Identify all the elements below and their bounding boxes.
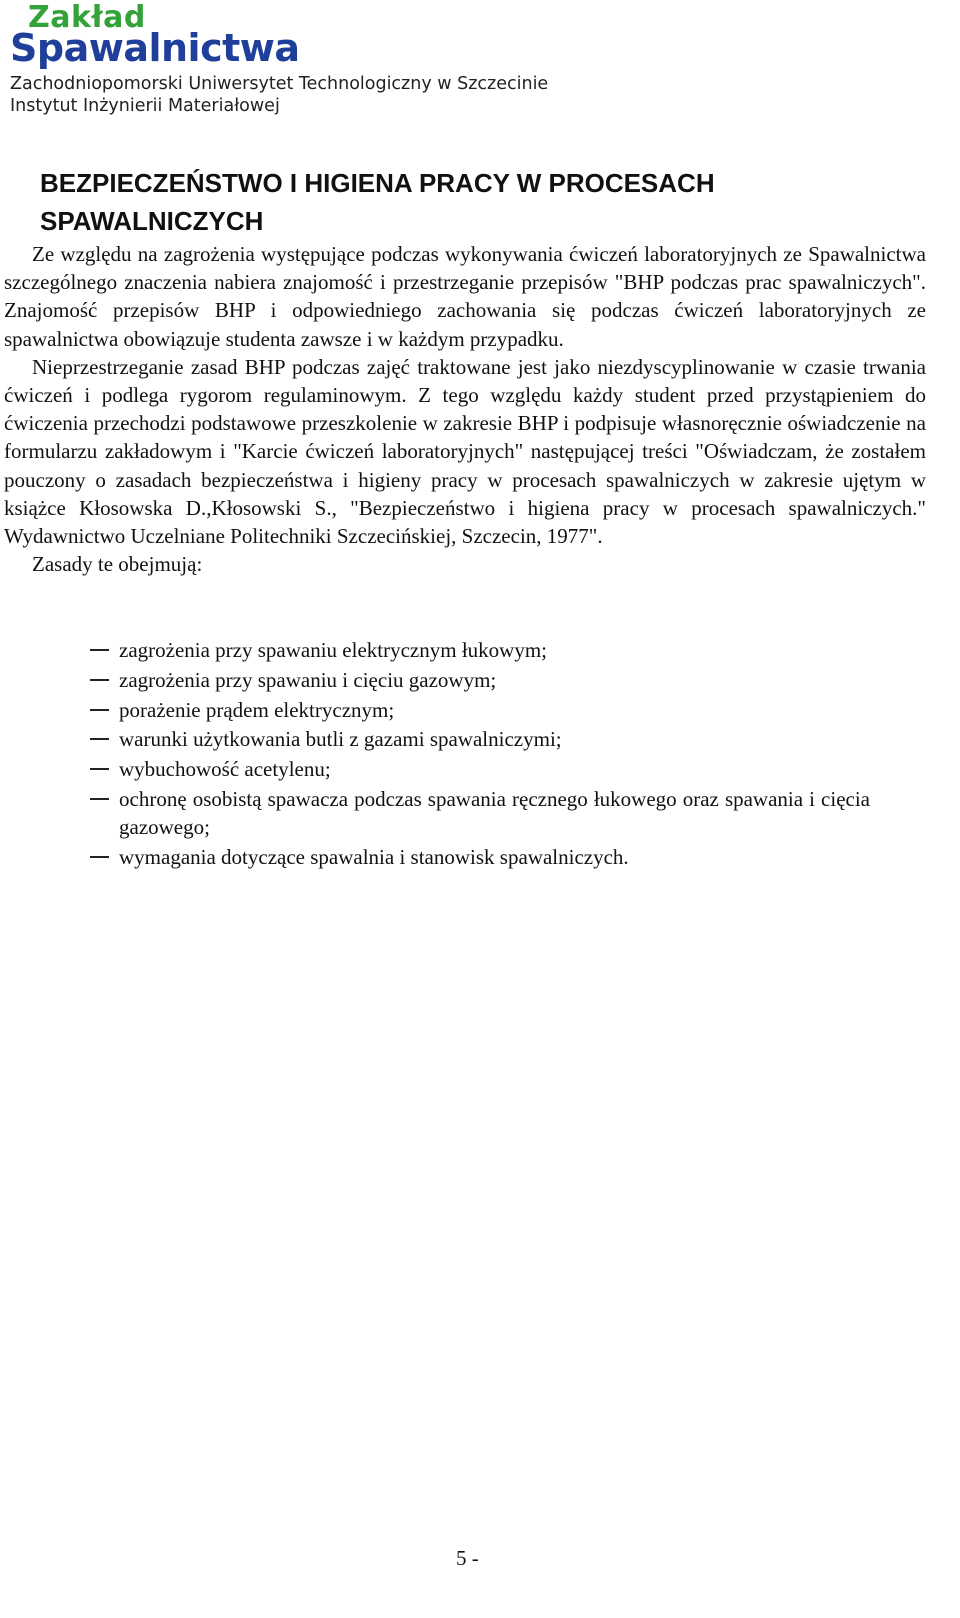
university-name: Zachodniopomorski Uniwersytet Technologiczny w Szczecinie — [10, 74, 549, 94]
dash-bullet-icon — [90, 709, 109, 711]
dash-bullet-icon — [90, 738, 109, 740]
list-item — [90, 843, 870, 872]
dash-bullet-icon — [90, 649, 109, 651]
rules-list — [90, 636, 870, 873]
list-item — [90, 666, 870, 695]
list-item-text: porażenie prądem elektrycznym; — [119, 697, 395, 722]
dash-bullet-icon — [90, 768, 109, 770]
logo-line-1: Zakład — [28, 0, 146, 35]
list-item — [90, 785, 870, 842]
body-text — [4, 240, 926, 578]
dash-bullet-icon — [90, 798, 109, 800]
paragraph: Zasady te obejmują: — [32, 552, 203, 577]
paragraph: Ze względu na zagrożenia występujące podczas wykonywania ćwiczeń laboratoryjnych ze Spawalnictwa szczególnego znaczenia nabiera znajomość i przestrzeganie przepisów "BHP podczas prac spawalniczych". Znajomość przepisów BHP i odpowiedniego zachowania się podczas ćwiczeń laboratoryjnych ze spawalnictwa obowiązuje studenta zawsze i w każdym przypadku. — [4, 242, 926, 351]
list-item — [90, 725, 870, 754]
page-number: 5 - — [456, 1546, 479, 1570]
dash-bullet-icon — [90, 679, 109, 681]
list-item — [90, 636, 870, 665]
list-item-text: zagrożenia przy spawaniu i cięciu gazowym; — [119, 667, 497, 692]
list-item-text: zagrożenia przy spawaniu elektrycznym łukowym; — [119, 638, 548, 662]
institute-name: Instytut Inżynierii Materiałowej — [10, 96, 280, 116]
department-logo — [10, 0, 300, 70]
logo-line-2: Spawalnictwa — [10, 26, 300, 70]
list-item — [90, 696, 870, 725]
paragraph: Nieprzestrzeganie zasad BHP podczas zajęć traktowane jest jako niezdyscyplinowanie w czasie trwania ćwiczeń i podlega rygorom regulaminowym. Z tego względu każdy student przed przystąpieniem do ćwiczenia przechodzi podstawowe przeszkolenie w zakresie BHP i podpisuje własnoręcznie oświadczenie na formularzu zakładowym i "Karcie ćwiczeń laboratoryjnych" następującej treści "Oświadczam, że zostałem pouczony o zasadach bezpieczeństwa i higieny pracy w procesach spawalniczych w zakresie ujętym w książce Kłosowska D.,Kłosowski S., "Bezpieczeństwo i higiena pracy w procesach spawalniczych." Wydawnictwo Uczelniane Politechniki Szczecińskiej, Szczecin, 1977". — [4, 354, 926, 549]
dash-bullet-icon — [90, 856, 109, 858]
page-title: BEZPIECZEŃSTWO I HIGIENA PRACY W PROCESACH SPAWALNICZYCH — [40, 168, 715, 236]
list-item-text: wybuchowość acetylenu; — [119, 757, 331, 782]
list-item — [90, 755, 870, 784]
list-item-text: wymagania dotyczące spawalnia i stanowisk spawalniczych. — [119, 845, 629, 870]
list-item-text: warunki użytkowania butli z gazami spawalniczymi; — [119, 727, 562, 752]
list-item-text: ochronę osobistą spawacza podczas spawania ręcznego łukowego oraz spawania i cięcia gazowego; — [119, 786, 870, 840]
